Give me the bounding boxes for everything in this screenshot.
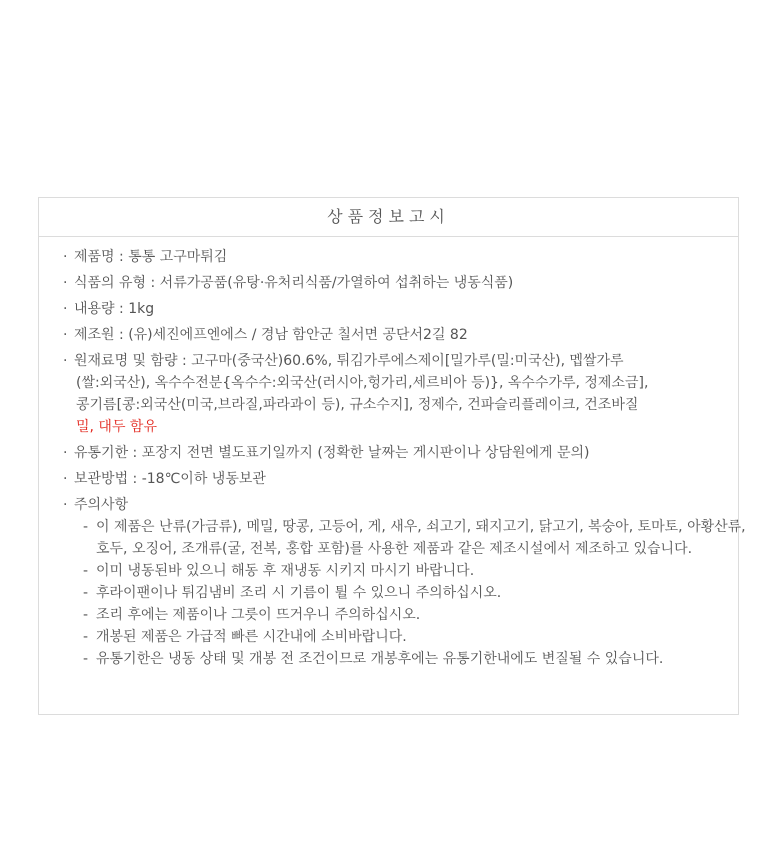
info-list [39, 237, 746, 670]
caution-text: 개봉된 제품은 가급적 빠른 시간내에 소비바랍니다. [96, 629, 407, 645]
info-item-manufacturer [39, 324, 738, 346]
info-text: 식품의 유형 : 서류가공품(유탕·유처리식품/가열하여 섭취하는 냉동식품) [74, 275, 514, 291]
bullet: · [63, 353, 68, 369]
info-item-net-weight [39, 298, 738, 320]
info-item-caution [39, 494, 746, 670]
bullet: · [63, 249, 68, 265]
info-item-food-type [39, 272, 738, 294]
caution-item [74, 626, 728, 648]
bullet: · [63, 445, 68, 461]
caution-item [74, 648, 728, 670]
caution-heading: 주의사항 [74, 497, 129, 513]
caution-item [74, 516, 746, 560]
info-item-product-name [39, 246, 738, 268]
dash: - [83, 519, 89, 535]
ingredients-line: 원재료명 및 함량 : 고구마(중국산)60.6%, 튀김가루에스제이[밀가루(밀:미국산), 멥쌀가루 [74, 353, 624, 369]
bullet: · [63, 497, 68, 513]
product-info-notice [38, 197, 746, 715]
info-text: 내용량 : 1kg [74, 301, 155, 317]
dash: - [83, 585, 89, 601]
ingredients-line: (쌀:외국산), 옥수수전분{옥수수:외국산(러시아,헝가리,세르비아 등)}, 옥수수가루, 정제소금], [76, 375, 649, 391]
info-text: 보관방법 : -18℃이하 냉동보관 [74, 471, 266, 487]
notice-title: 상품정보고시 [39, 198, 738, 237]
caution-text: 유통기한은 냉동 상태 및 개봉 전 조건이므로 개봉후에는 유통기한내에도 변질될 수 있습니다. [96, 651, 664, 667]
dash: - [83, 607, 89, 623]
info-item-ingredients [39, 350, 738, 438]
dash: - [83, 563, 89, 579]
caution-text: 조리 후에는 제품이나 그릇이 뜨거우니 주의하십시오. [96, 607, 421, 623]
info-text: 유통기한 : 포장지 전면 별도표기일까지 (정확한 날짜는 게시판이나 상담원에게 문의) [74, 445, 590, 461]
caution-list [74, 516, 746, 670]
caution-item [74, 560, 728, 582]
bullet: · [63, 301, 68, 317]
bullet: · [63, 275, 68, 291]
dash: - [83, 651, 89, 667]
info-text: 제조원 : (유)세진에프엔에스 / 경남 함안군 칠서면 공단서2길 82 [74, 327, 468, 343]
caution-item [74, 582, 728, 604]
caution-text: 이미 냉동된바 있으니 해동 후 재냉동 시키지 마시기 바랍니다. [96, 563, 475, 579]
bullet: · [63, 327, 68, 343]
caution-text: 후라이팬이나 튀김냄비 조리 시 기름이 튈 수 있으니 주의하십시오. [96, 585, 502, 601]
caution-text: 이 제품은 난류(가금류), 메밀, 땅콩, 고등어, 게, 새우, 쇠고기, 돼지고기, 닭고기, 복숭아, 토마토, 아황산류, [96, 519, 746, 535]
ingredients-line: 콩기름[콩:외국산(미국,브라질,파라과이 등), 규소수지], 정제수, 건파슬리플레이크, 건조바질 [76, 397, 639, 413]
info-item-storage [39, 468, 738, 490]
caution-item [74, 604, 728, 626]
dash: - [83, 629, 89, 645]
info-text: 제품명 : 통통 고구마튀김 [74, 249, 228, 265]
info-item-expiration [39, 442, 738, 464]
bullet: · [63, 471, 68, 487]
caution-text: 호두, 오징어, 조개류(굴, 전복, 홍합 포함)를 사용한 제품과 같은 제조시설에서 제조하고 있습니다. [96, 541, 693, 557]
allergen-notice: 밀, 대두 함유 [76, 419, 157, 435]
